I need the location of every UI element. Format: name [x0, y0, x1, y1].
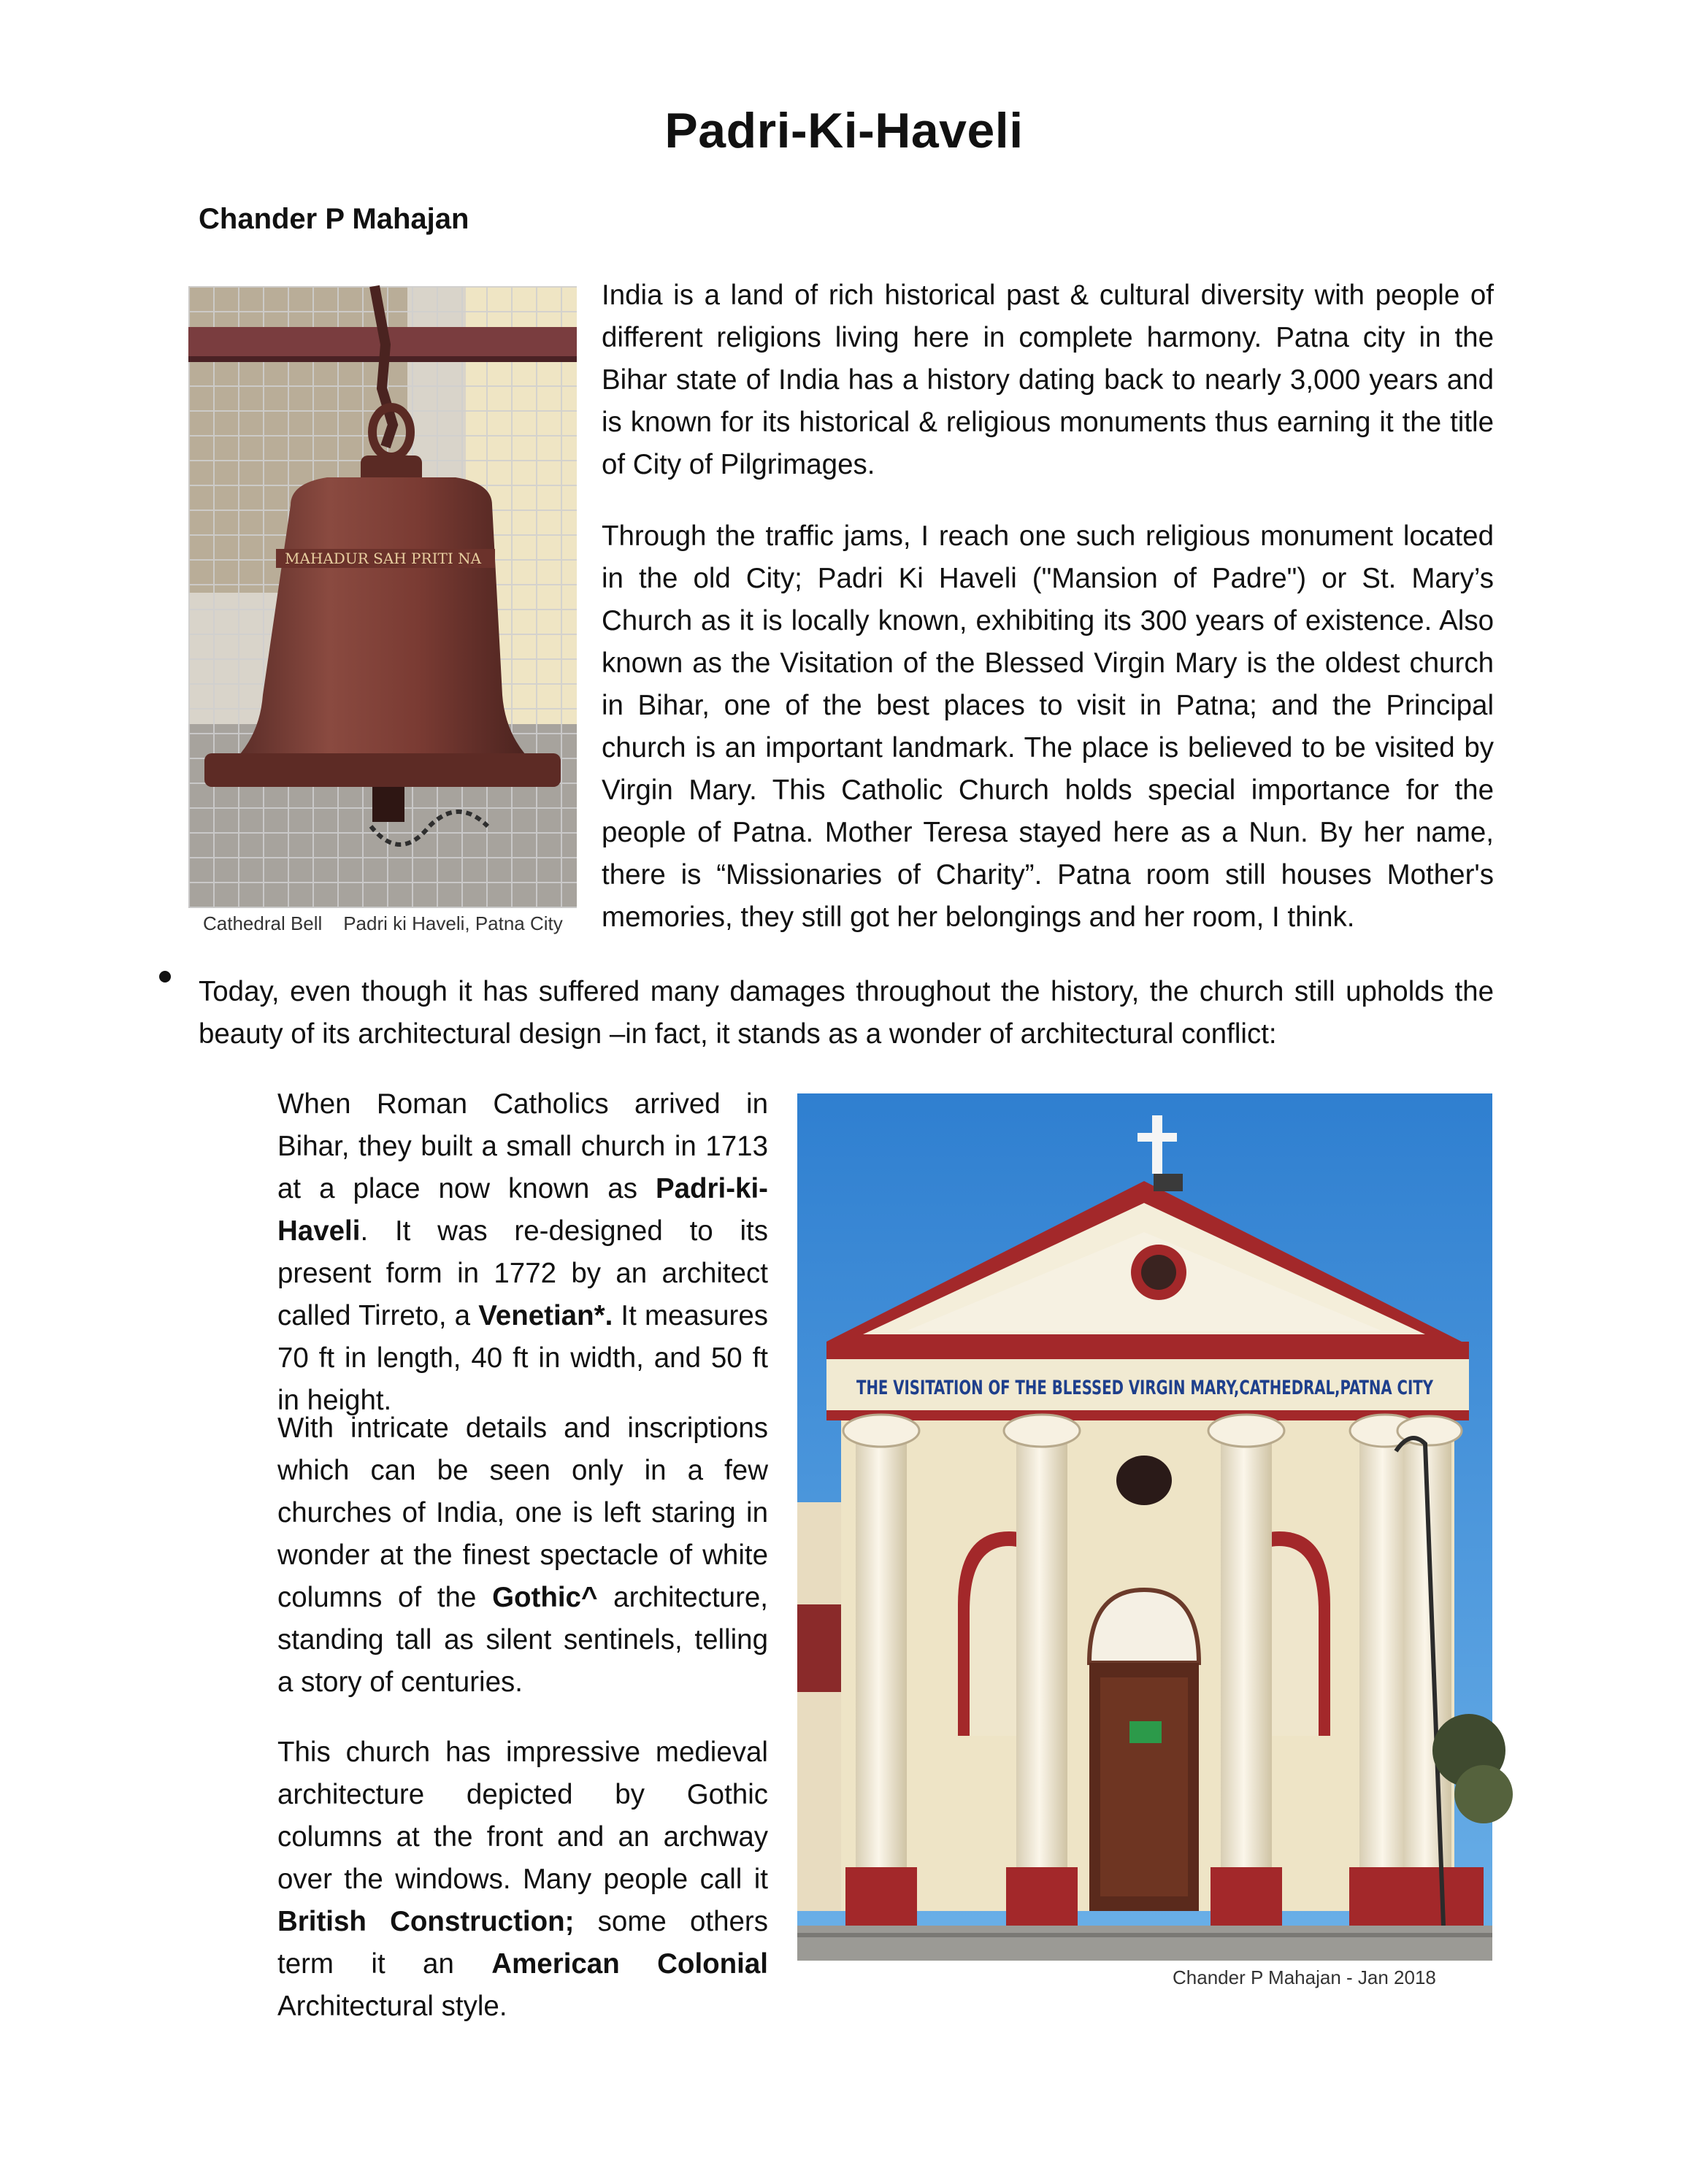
history-text: . It was re-designed to its present form in 1772 by an architect called Tirreto, a: [277, 1215, 768, 1331]
history-text: Architectural style.: [277, 1991, 507, 2022]
history-bold-text: Gothic^: [492, 1582, 598, 1613]
author-name: Chander P Mahajan: [199, 203, 469, 235]
bell-photo-caption: Cathedral Bell Padri ki Haveli, Patna City: [203, 912, 563, 934]
bell-inscription: MAHADUR SAH PRITI NA: [285, 550, 482, 567]
history-text: This church has impressive medieval architecture depicted by Gothic columns at the front and an archway over the windows. Many people call it: [277, 1737, 768, 1895]
history-text: architecture, standing tall as silent sentinels, telling a story of centuries.: [277, 1582, 769, 1698]
history-bold-text: American Colonial: [491, 1948, 768, 1980]
history-paragraph-2: [277, 1407, 768, 1704]
history-bold-text: Padri-ki-Haveli: [277, 1173, 768, 1247]
intro-paragraph-2: Through the traffic jams, I reach one such religious monument located in the old City; Padri Ki Haveli ("Mansion of Padre") or St. Mary’s Church as it is locally known, exhibiting its 300 years of existence. Also known as the Visitation of the Blessed Virgin Mary is the oldest church in Bihar, one of the best places to visit in Patna; and the Principal church is an important landmark. The place is believed to be visited by Virgin Mary. This Catholic Church holds special importance for the people of Patna. Mother Teresa stayed here as a Nun. By her name, there is “Missionaries of Charity”. Patna room still houses Mother's memories, they still got her belongings and her room, I think.: [602, 520, 1494, 933]
church-photo-caption: Chander P Mahajan - Jan 2018: [1173, 1966, 1436, 1988]
page-title: Padri-Ki-Haveli: [664, 103, 1024, 158]
bullet-paragraph: Today, even though it has suffered many damages throughout the history, the church still upholds the beauty of its architectural design –in fact, it stands as a wonder of architectural conflict:: [199, 976, 1494, 1050]
history-bold-text: Venetian*.: [478, 1300, 613, 1331]
history-text: With intricate details and inscriptions which can be seen only in a few churches of India, one is left staring in wonder at the finest spectacle of white columns of the: [277, 1412, 768, 1613]
history-paragraph-1: [277, 1083, 768, 1422]
church-banner-text: THE VISITATION OF THE BLESSED VIRGIN MARY,CATHEDRAL,PATNA CITY: [856, 1377, 1434, 1399]
history-text: some others term it an: [277, 1906, 769, 1980]
cathedral-bell-photo: [188, 286, 577, 908]
history-paragraph-3: [277, 1731, 768, 2028]
history-text: It measures 70 ft in length, 40 ft in width, and 50 ft in height.: [277, 1300, 769, 1416]
church-facade-photo: [797, 1093, 1492, 1961]
history-text: When Roman Catholics arrived in Bihar, they built a small church in 1713 at a place now known as: [277, 1088, 768, 1204]
history-bold-text: British Construction;: [277, 1906, 575, 1937]
intro-paragraph-1: India is a land of rich historical past & cultural diversity with people of different religions living here in complete harmony. Patna city in the Bihar state of India has a history dating back to nearly 3,000 years and is known for its historical & religious monuments thus earning it the title of City of Pilgrimages.: [602, 280, 1494, 480]
bullet-icon: [159, 971, 171, 983]
